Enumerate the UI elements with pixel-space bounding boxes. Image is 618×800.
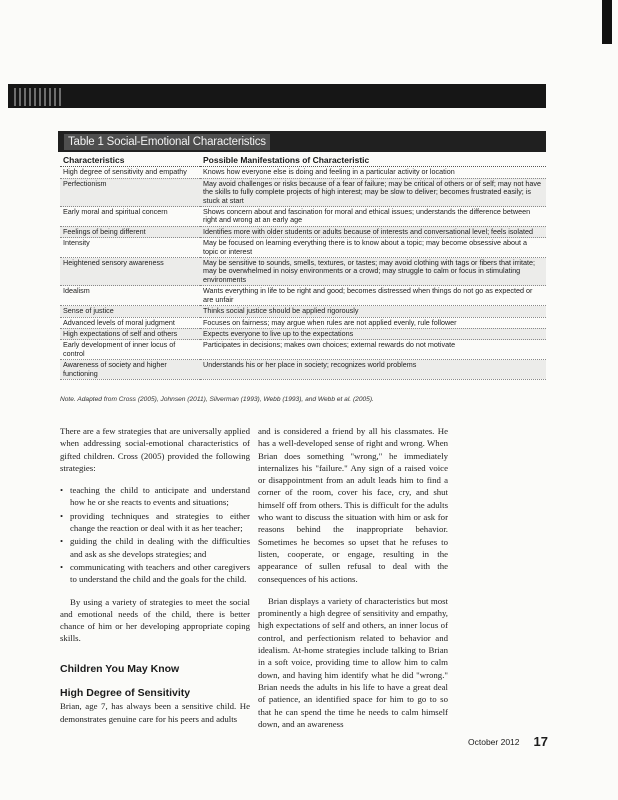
section-heading: Children You May Know [60, 662, 180, 675]
characteristic-cell: Perfectionism [60, 178, 200, 206]
characteristic-cell: Early moral and spiritual concern [60, 207, 200, 227]
list-item: • providing techniques and strategies to either change the reaction or deal with it as her teacher; [60, 510, 250, 535]
manifestation-cell: Knows how everyone else is doing and feeling in a particular activity or location [200, 167, 546, 178]
list-item: • teaching the child to anticipate and understand how he or she reacts to events and situations; [60, 484, 250, 509]
manifestation-cell: Expects everyone to live up to the expectations [200, 328, 546, 339]
body-column-left [60, 425, 250, 735]
scan-corner-mark [602, 0, 612, 44]
brian-intro-paragraph: Brian, age 7, has always been a sensitive child. He demonstrates genuine care for his peers and adults [60, 701, 250, 724]
page-number: 17 [533, 734, 548, 749]
characteristic-cell: Early development of inner locus of control [60, 340, 200, 360]
characteristic-cell: High expectations of self and others [60, 328, 200, 339]
characteristic-cell: Intensity [60, 238, 200, 258]
table-row [60, 317, 546, 328]
characteristic-cell: Feelings of being different [60, 226, 200, 237]
manifestation-cell: Understands his or her place in society; recognizes world problems [200, 360, 546, 380]
list-item: • guiding the child in dealing with the difficulties and ask as she develops strategies; and [60, 535, 250, 560]
manifestation-cell: Participates in decisions; makes own choices; external rewards do not motivate [200, 340, 546, 360]
manifestation-cell: May avoid challenges or risks because of a fear of failure; may be critical of others or of self; may not have the skills to fully complete projects of high interest; may be slow to deliver; becomes frustrated easily; is stuck at start [200, 178, 546, 206]
list-item: • communicating with teachers and other caregivers to understand the child and the goals for the child. [60, 561, 250, 586]
strategies-paragraph: By using a variety of strategies to meet the social and emotional needs of the child, there is better chance of him or her developing appropriate coping skills. [60, 596, 250, 644]
table-row [60, 306, 546, 317]
characteristic-cell: Advanced levels of moral judgment [60, 317, 200, 328]
manifestation-cell: May be focused on learning everything there is to know about a topic; may become obsessive about a topic or interest [200, 238, 546, 258]
brian-continued-paragraph: and is considered a friend by all his classmates. He has a well-developed sense of right and wrong. When Brian does something "wrong," he immediately internalizes his "failure." Any sign of a raised voice or disappointment from an adult leads him to find a corner of the room, cover his face, cry, and shut himself off from others. This is difficult for the adults who want to discuss the situation with him or ask for reasons behind the inappropriate behavior. Sometimes he becomes so upset that he refuses to listen, cooperate, or engage, resulting in the appearance of sullen refusal to deal with the consequences of his actions. [258, 426, 448, 584]
manifestation-cell: Thinks social justice should be applied rigorously [200, 306, 546, 317]
characteristic-cell: Sense of justice [60, 306, 200, 317]
header-band [8, 84, 546, 108]
characteristic-cell: High degree of sensitivity and empathy [60, 167, 200, 178]
table-row [60, 178, 546, 206]
table-source-note: Note. Adapted from Cross (2005), Johnsen (2011), Silverman (1993), Webb (1993), and Webb et al. (2005). [60, 396, 374, 403]
manifestation-cell: Wants everything in life to be right and good; becomes distressed when things do not go as expected or are unfair [200, 286, 546, 306]
body-column-right [258, 425, 448, 740]
issue-date: October 2012 [468, 736, 520, 747]
table-row [60, 286, 546, 306]
table-header-manifestations: Possible Manifestations of Characteristic [200, 154, 546, 167]
manifestation-cell: Focuses on fairness; may argue when rules are not applied evenly, rule follower [200, 317, 546, 328]
strategy-list [60, 484, 250, 585]
page-footer [468, 734, 548, 749]
table-title-bar [58, 131, 546, 152]
table-row [60, 258, 546, 286]
subsection-heading: High Degree of Sensitivity [60, 687, 191, 700]
table-row [60, 167, 546, 178]
table-row [60, 360, 546, 380]
characteristic-cell: Awareness of society and higher functioning [60, 360, 200, 380]
table-header-row [60, 154, 546, 167]
manifestation-cell: Shows concern about and fascination for moral and ethical issues; understands the difference between right and wrong at an early age [200, 207, 546, 227]
table-row [60, 340, 546, 360]
header-band-speckle [14, 88, 62, 106]
table-title: Table 1 Social-Emotional Characteristics [64, 134, 270, 150]
table-header-characteristics: Characteristics [60, 154, 200, 167]
table-row [60, 207, 546, 227]
table-row [60, 238, 546, 258]
brian-characteristics-paragraph: Brian displays a variety of characteristics but most prominently a high degree of sensitivity and empathy, high expectations of self and others, an inner locus of control, and perfectionism related to behavior and idealism. At-home strategies include talking to Brian in a soft voice, providing time to allow him to calm down, and having him identify what he did "wrong." Brian needs the adults in his life to have a great deal of patience, an identified space for him to go to so that he can spend the time he needs to calm himself down, and an awareness [258, 595, 448, 729]
intro-paragraph: There are a few strategies that are universally applied when addressing social-emotional characteristics of gifted children. Cross (2005) provided the following strategies: [60, 426, 250, 473]
characteristic-cell: Idealism [60, 286, 200, 306]
characteristic-cell: Heightened sensory awareness [60, 258, 200, 286]
table-row [60, 328, 546, 339]
characteristics-grid [60, 154, 546, 380]
manifestation-cell: Identifies more with older students or adults because of interests and conversational level; feels isolated [200, 226, 546, 237]
table-row [60, 226, 546, 237]
manifestation-cell: May be sensitive to sounds, smells, textures, or tastes; may avoid clothing with tags or fibers that irritate; may be overwhelmed in noisy environments or a crowd; may struggle to calm or focus in stimulating environments [200, 258, 546, 286]
characteristics-table [60, 154, 546, 380]
